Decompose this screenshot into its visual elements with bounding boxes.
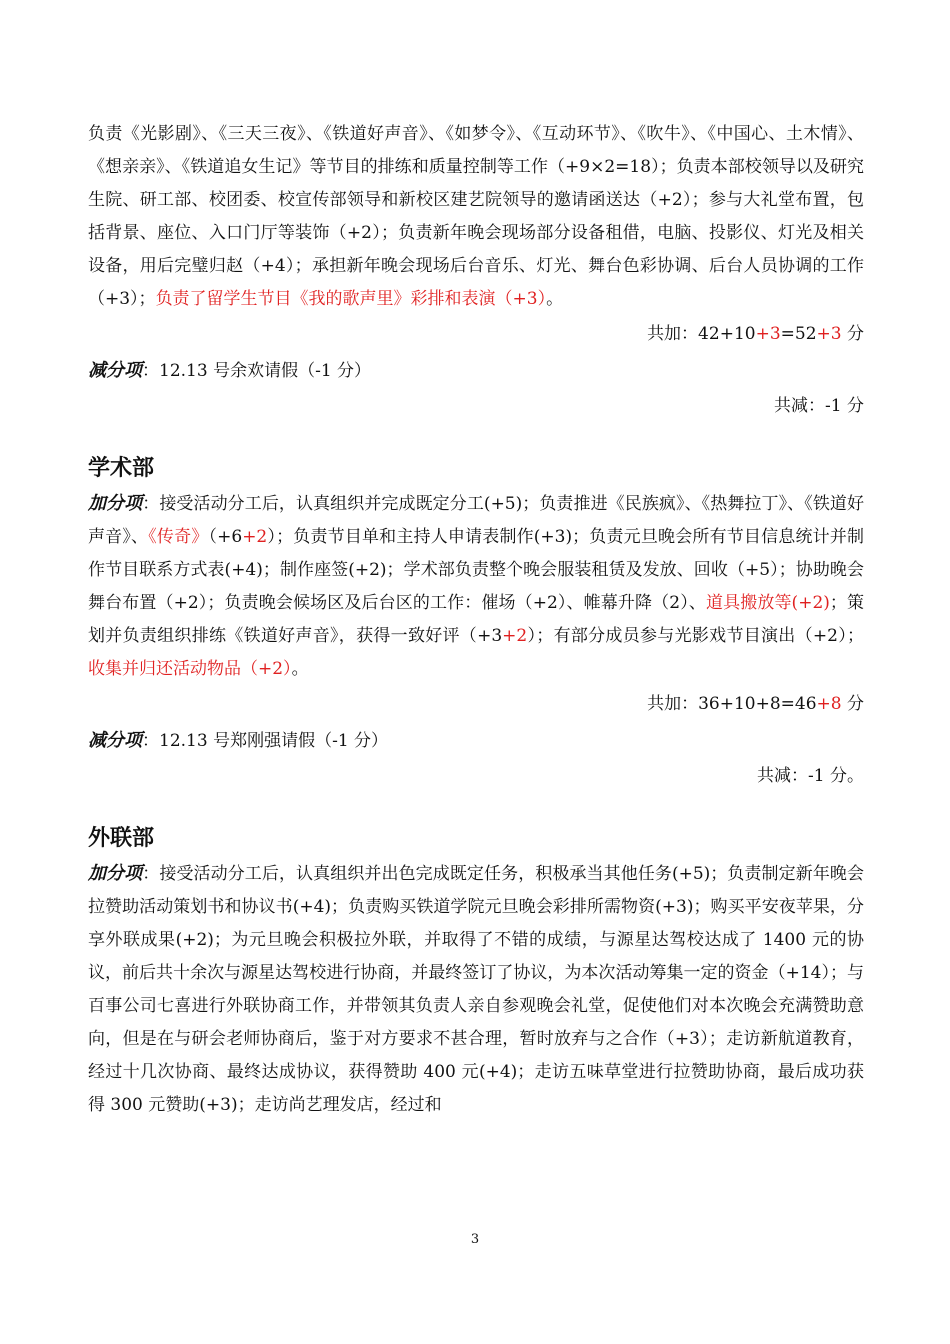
intro-text-end: 。 [546,289,564,309]
academic-deduct-total: 共减：-1 分。 [757,766,864,786]
academic-add-total: 共加：36+10+8=46+8 分 [647,694,864,714]
external-paragraph: 加分项：接受活动分工后，认真组织并出色完成既定任务，积极承当其他任务(+5)；负责制定新年晚会拉赞助活动策划书和协议书(+4)；负责购买铁道学院元旦晚会彩排所需物资(+3)；购买平安夜苹果，分享外联成果(+2)；为元旦晚会积极拉外联，并取得了不错的成绩，与源星达驾校达成了 1400 元的协议，前后共十余次与源星达驾校进行协商，并最终签订了协议，为本次活动筹集一定的资金（+14）；与百事公司七喜进行外联协商工作，并带领其负责人亲自参观晚会礼堂，促使他们对本次晚会充满赞助意向，但是在与研会老师协商后，鉴于对方要求不甚合理，暂时放弃与之合作（+3）；走访新航道教育，经过十几次协商、最终达成协议，获得赞助 400 元(+4)；走访五味草堂进行拉赞助协商，最后成功获得 300 元赞助(+3)；走访尚艺理发店，经过和 [88,863,864,1115]
academic-deduct-line [88,724,864,758]
intro-paragraph [88,118,864,316]
page-number: 3 [470,1232,480,1247]
intro-highlight: 负责了留学生节目《我的歌声里》彩排和表演（+3） [155,289,547,309]
deduct-text: ：12.13 号余欢请假（-1 分） [142,361,372,381]
intro-deduct-line [88,354,864,388]
add-label: 加分项 [88,493,143,514]
deduct-text: ：12.13 号郑刚强请假（-1 分） [142,731,389,751]
deduct-label: 减分项 [88,730,142,751]
academic-paragraph: 加分项：接受活动分工后，认真组织并完成既定分工(+5)；负责推进《民族疯》、《热舞拉丁》、《铁道好声音》、《传奇》（+6+2）；负责节目单和主持人申请表制作(+3)；负责元旦晚会所有节目信息统计并制作节目联系方式表(+4)；制作座签(+2)；学术部负责整个晚会服装租赁及发放、回收（+5）；协助晚会舞台布置（+2）；负责晚会候场区及后台区的工作：催场（+2）、帷幕升降（2）、道具搬放等(+2)；策划并负责组织排练《铁道好声音》，获得一致好评（+3+2）；有部分成员参与光影戏节目演出（+2）；收集并归还活动物品（+2）。 [88,493,865,679]
deduct-label: 减分项 [88,360,142,381]
section-heading-academic: 学术部 [88,456,155,481]
document-page [88,118,864,1122]
intro-add-total: 共加：42+10+3=52+3 分 [647,324,864,344]
intro-text: 负责《光影剧》、《三天三夜》、《铁道好声音》、《如梦令》、《互动环节》、《吹牛》、《中国心、土木情》、《想亲亲》、《铁道追女生记》等节目的排练和质量控制等工作（+9×2=18）；负责本部校领导以及研究生院、研工部、校团委、校宣传部领导和新校区建艺院领导的邀请函送达（+2）；参与大礼堂布置，包括背景、座位、入口门厅等装饰（+2）；负责新年晚会现场部分设备租借，电脑、投影仪、灯光及相关设备，用后完璧归赵（+4）；承担新年晚会现场后台音乐、灯光、舞台色彩协调、后台人员协调的工作（+3）； [88,124,864,309]
intro-deduct-total: 共减：-1 分 [774,396,864,416]
section-heading-external: 外联部 [88,826,155,851]
add-label: 加分项 [88,863,143,884]
